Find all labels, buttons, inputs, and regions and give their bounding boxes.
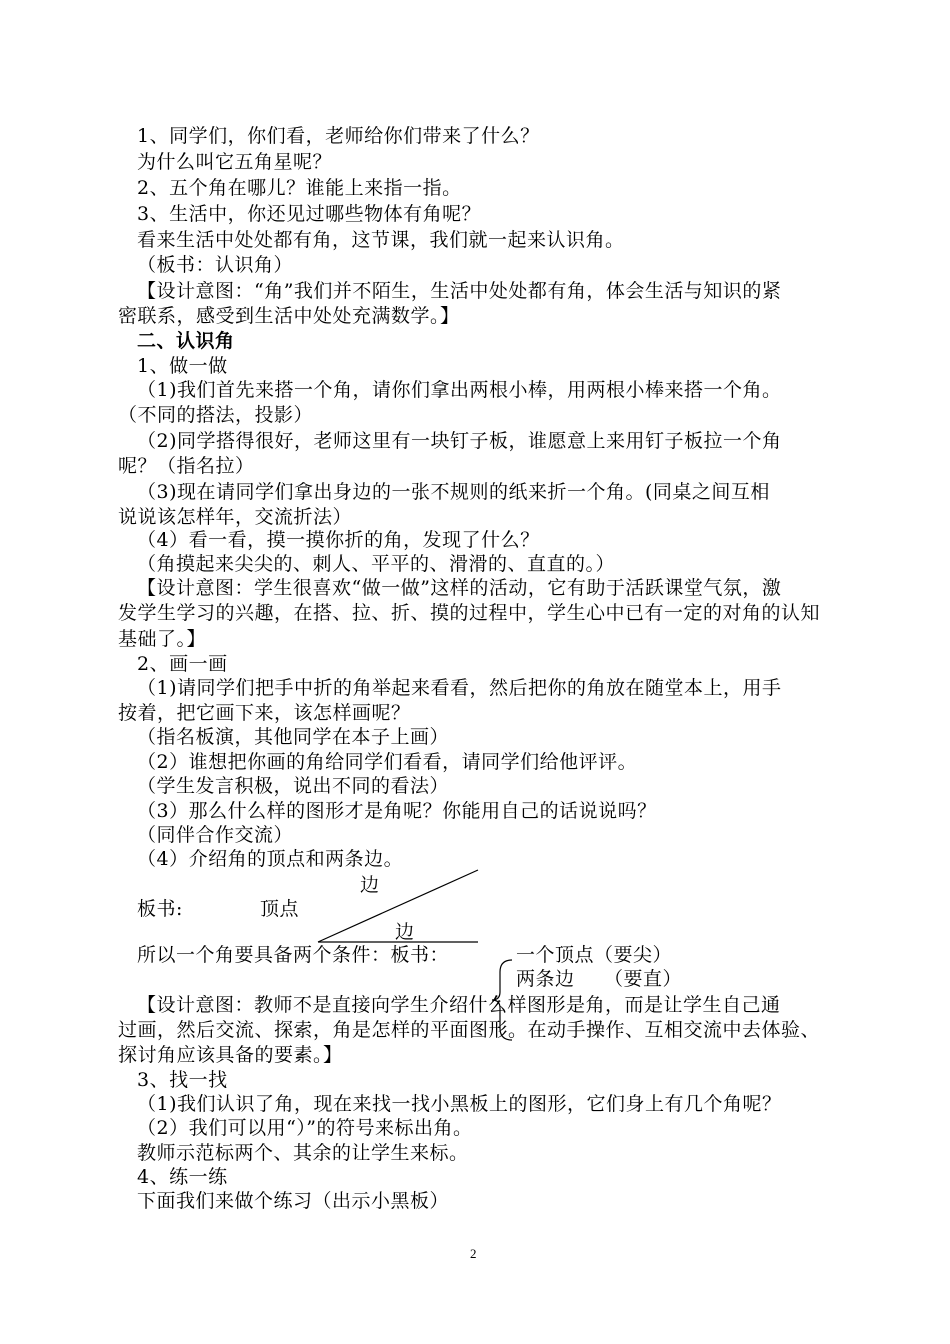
text-line: （1)我们认识了角，现在来找一找小黑板上的图形，它们身上有几个角呢？ (137, 1093, 782, 1115)
text-line: 2、五个角在哪儿？谁能上来指一指。 (137, 177, 462, 199)
subsection-heading: 2、画一画 (137, 653, 228, 675)
text-line: 按着，把它画下来，该怎样画呢？ (118, 702, 411, 724)
subsection-heading: 1、做一做 (137, 355, 228, 377)
text-line: （指名板演，其他同学在本子上画） (137, 726, 450, 748)
design-intent-text: 密联系，感受到生活中处处充满数学。】 (118, 305, 460, 327)
text-line: 教师示范标两个、其余的让学生来标。 (137, 1142, 469, 1164)
text-line: （1)我们首先来搭一个角，请你们拿出两根小棒，用两根小棒来搭一个角。 (137, 379, 782, 401)
edge-label-top: 边 (360, 874, 380, 896)
text-line: 为什么叫它五角星呢？ (137, 151, 333, 173)
text-line: （不同的搭法，投影） (118, 404, 314, 426)
edge-label-bottom: 边 (395, 921, 415, 943)
board-label: 板书: (137, 898, 183, 920)
design-intent-text: 发学生学习的兴趣，在搭、拉、折、摸的过程中，学生心中已有一定的对角的认知 (118, 602, 821, 624)
design-intent-text: 【设计意图：“角”我们并不陌生，生活中处处都有角，体会生活与知识的紧 (137, 280, 782, 302)
page-number: 2 (470, 1246, 477, 1261)
text-line: 看来生活中处处都有角，这节课，我们就一起来认识角。 (137, 229, 625, 251)
text-line: 呢？（指名拉） (118, 455, 255, 477)
condition-edges: 两条边 (516, 968, 575, 990)
text-line: （3）那么什么样的图形才是角呢？你能用自己的话说说吗？ (137, 800, 657, 822)
condition-vertex: 一个顶点（要尖） (516, 944, 673, 966)
text-line: 下面我们来做个练习（出示小黑板） (137, 1190, 450, 1212)
subsection-heading: 3、找一找 (137, 1069, 228, 1091)
text-line: （3)现在请同学们拿出身边的一张不规则的纸来折一个角。(同桌之间互相 (137, 481, 770, 503)
text-line: 1、同学们，你们看，老师给你们带来了什么？ (137, 125, 540, 147)
text-line: 说说该怎样年，交流折法） (118, 506, 353, 528)
section-heading: 二、认识角 (137, 330, 235, 352)
text-line: （2)同学搭得很好，老师这里有一块钉子板，谁愿意上来用钉子板拉一个角 (137, 430, 782, 452)
vertex-label: 顶点 (260, 898, 300, 920)
design-intent-text: 【设计意图：学生很喜欢“做一做”这样的活动，它有助于活跃课堂气氛，激 (137, 577, 782, 599)
text-line: （同伴合作交流） (137, 824, 294, 846)
text-line: （学生发言积极，说出不同的看法） (137, 775, 450, 797)
design-intent-text: 过画，然后交流、探索，角是怎样的平面图形。在动手操作、互相交流中去体验、 (118, 1019, 821, 1041)
design-intent-text: 探讨角应该具备的要素。】 (118, 1044, 343, 1066)
text-line: （板书：认识角） (137, 254, 294, 276)
subsection-heading: 4、练一练 (137, 1166, 228, 1188)
text-line: （4）介绍角的顶点和两条边。 (137, 848, 404, 870)
condition-edges-note: （要直） (604, 968, 683, 990)
text-line: （2）我们可以用“）”的符号来标出角。 (137, 1117, 473, 1139)
text-line: （1)请同学们把手中折的角举起来看看，然后把你的角放在随堂本上，用手 (137, 677, 782, 699)
design-intent-text: 基础了。】 (118, 628, 207, 650)
text-line: （4）看一看，摸一摸你折的角，发现了什么？ (137, 529, 540, 551)
design-intent-text: 【设计意图：教师不是直接向学生介绍什么样图形是角，而是让学生自己通 (137, 994, 781, 1016)
text-line: （角摸起来尖尖的、刺人、平平的、滑滑的、直直的。） (137, 553, 616, 575)
text-line: （2）谁想把你画的角给同学们看看，请同学们给他评评。 (137, 751, 638, 773)
conditions-text: 所以一个角要具备两个条件：板书： (137, 944, 450, 966)
text-line: 3、生活中，你还见过哪些物体有角呢？ (137, 203, 482, 225)
